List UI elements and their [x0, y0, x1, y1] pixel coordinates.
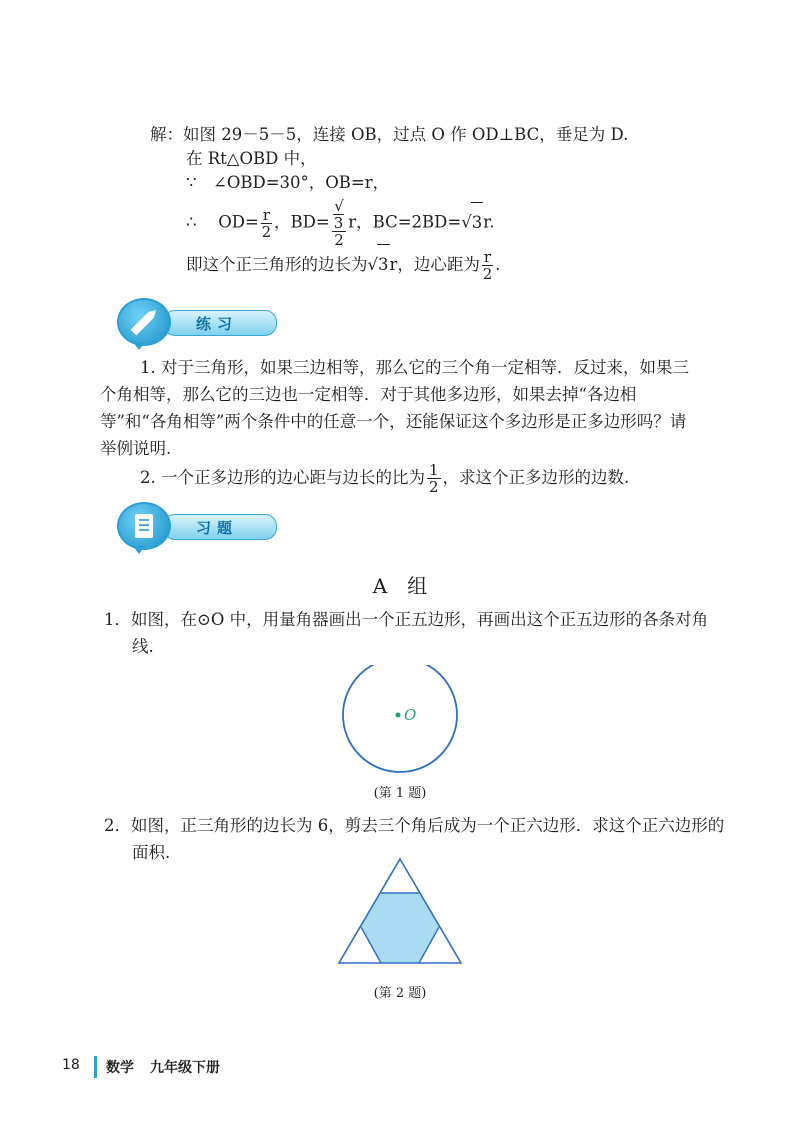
exercise-question-2: 2．如图，正三角形的边长为 6，剪去三个角后成为一个正六边形．求这个正六边形的面积.: [104, 816, 725, 862]
group-title: A 组: [372, 574, 428, 598]
practice-badge: 练习: [103, 296, 279, 350]
fraction-sqrt3-over-2: √ 3 2: [332, 198, 347, 248]
solution-line-3: ∵ ∠OBD=30°，OB=r，: [186, 173, 390, 192]
practice-question-2: 2. 一个正多边形的边心距与边长的比为 $\frac{1}{2}$ ，求这个正多边形的边数.: [140, 461, 630, 496]
figure-1-caption: (第 1 题): [373, 786, 427, 801]
solution-line-2: 在 Rt△OBD 中，: [186, 149, 317, 168]
solution-line-5: 即这个正三角形的边长为√3r，边心距为 $\frac{r}{2}$ .: [186, 244, 500, 285]
footer-book: 九年级下册: [150, 1060, 220, 1076]
footer-subject: 数学: [106, 1060, 134, 1076]
figure-1: [330, 665, 470, 785]
center-label: O: [404, 706, 417, 724]
notebook-icon: [117, 502, 171, 550]
pencil-icon: [117, 298, 171, 346]
figure-2: [330, 855, 470, 967]
fraction-r-over-2-b: $\frac{r}{2}$: [482, 248, 493, 283]
solution-line-4: ∴ OD= $\frac{r}{2}$ ，BD= √ 3 2 r，BC=2BD=√3r.: [186, 197, 495, 249]
fraction-1-over-2: $\frac{1}{2}$: [429, 461, 439, 496]
figure-2-caption: (第 2 题): [373, 986, 427, 1001]
solution-line-1: 解：如图 29－5－5，连接 OB，过点 O 作 OD⊥BC，垂足为 D.: [150, 125, 629, 144]
exercise-question-1: 1．如图，在⊙O 中，用量角器画出一个正五边形，再画出这个正五边形的各条对角线.: [104, 610, 709, 656]
center-point: [396, 713, 401, 718]
circle-o: [343, 665, 457, 772]
hexagon: [361, 893, 439, 963]
practice-question-1: 1. 对于三角形，如果三边相等，那么它的三个角一定相等．反过来，如果三个角相等，那么它的三边也一定相等．对于其他多边形，如果去掉“各边相等”和“各角相等”两个条件中的任意一个，还能保证这个多边形是正多边形吗？请举例说明.: [100, 358, 689, 458]
fraction-r-over-2: $\frac{r}{2}$: [261, 205, 272, 241]
exercises-badge: 习题: [103, 500, 279, 554]
page-number: 18: [62, 1057, 80, 1073]
footer-divider: [94, 1056, 97, 1078]
